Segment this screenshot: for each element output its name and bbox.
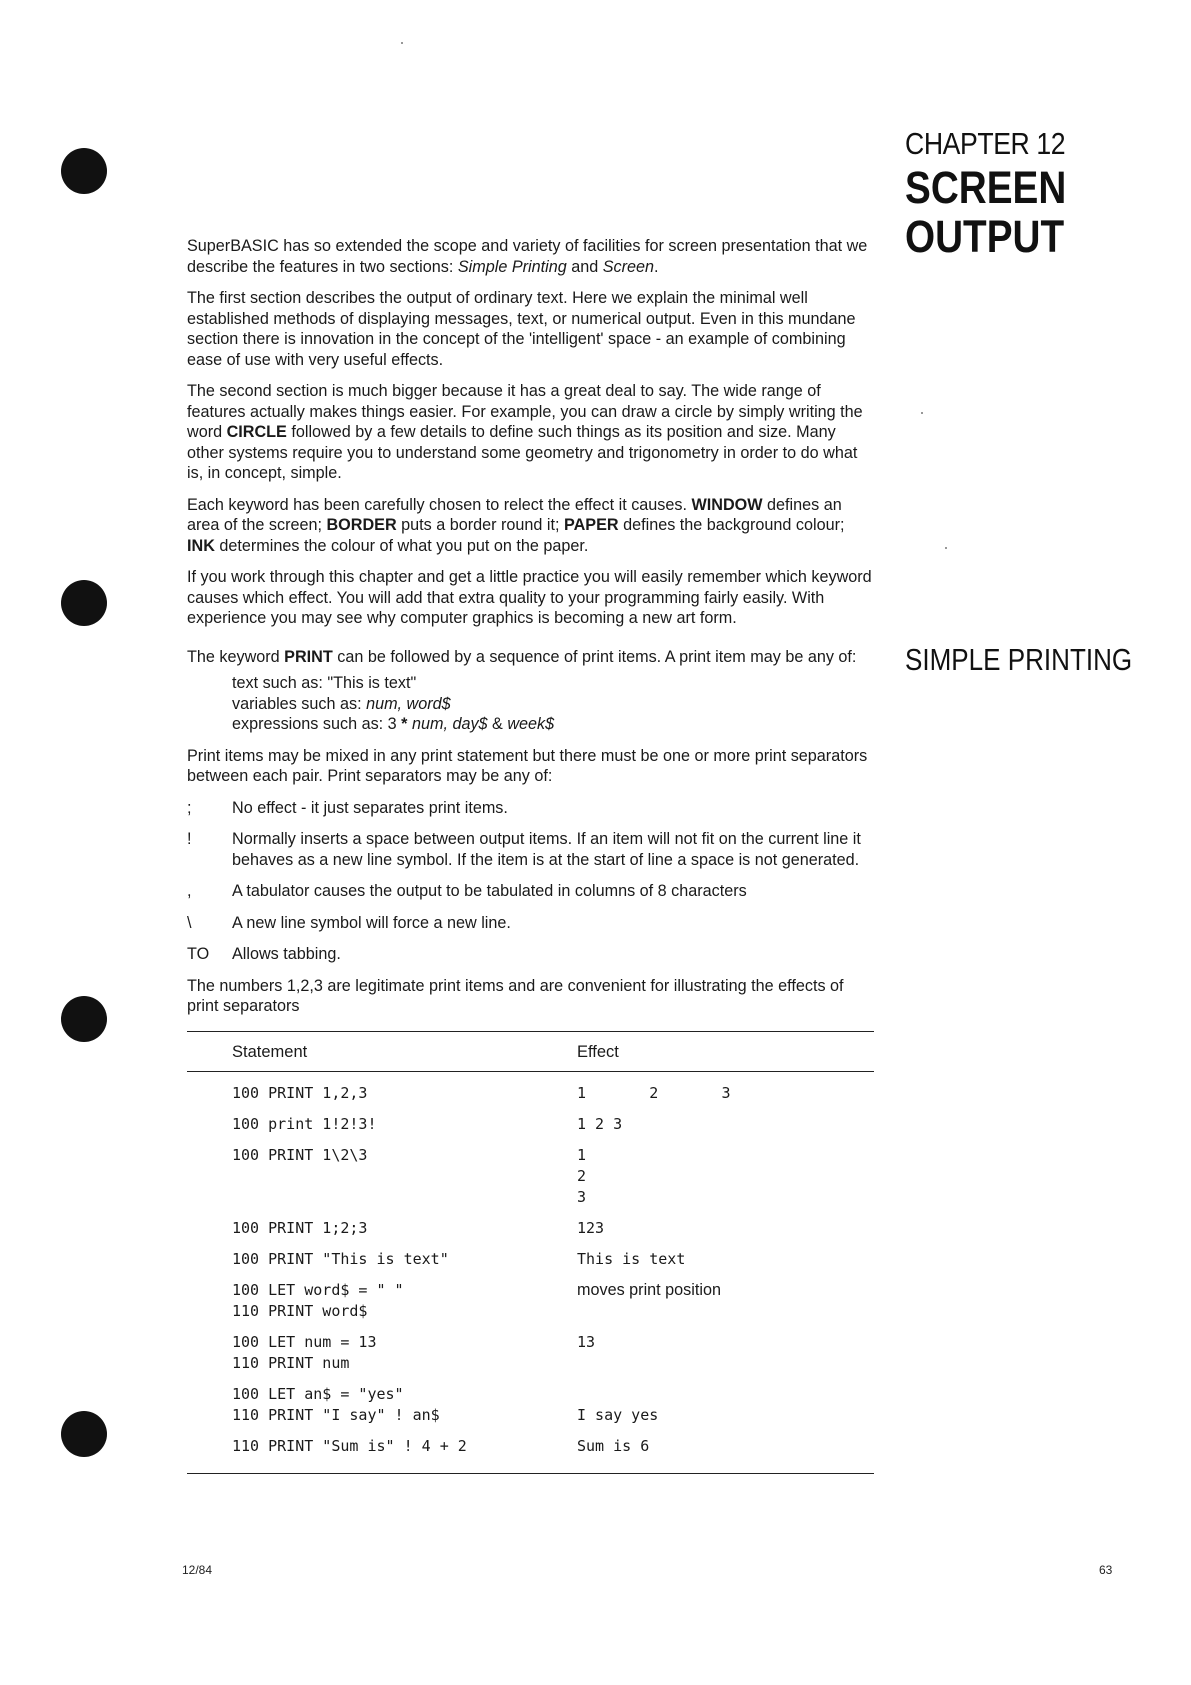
binder-hole	[61, 580, 107, 626]
separator-comma: , A tabulator causes the output to be tabulated in columns of 8 characters	[187, 882, 747, 900]
scan-speck	[921, 412, 923, 414]
separator-to: TO Allows tabbing.	[187, 945, 341, 963]
effect-cell: 123	[577, 1219, 605, 1237]
effect-cell: 1 2 3	[577, 1084, 731, 1102]
header-statement: Statement	[232, 1042, 308, 1061]
scan-speck	[401, 42, 403, 44]
footer-date: 12/84	[182, 1563, 213, 1577]
statement-cell: 100 PRINT 1;2;3	[232, 1219, 368, 1237]
intro-paragraph-2: The first section describes the output of ordinary text. Here we explain the minimal well established methods of displaying messages, text, or numerical output. Even in this mundane section there is innovation in the concept of the 'intelligent' space - an example of combining ease of use with very useful effects.	[187, 289, 856, 369]
effect-cell: This is text	[577, 1250, 686, 1268]
scan-speck	[945, 547, 947, 549]
print-examples-table	[187, 1031, 874, 1475]
intro-paragraph-1: SuperBASIC has so extended the scope and variety of facilities for screen presentation that we describe the features in two sections: Simple Printing and Screen.	[187, 237, 868, 276]
section-heading: SIMPLE PRINTING	[905, 642, 1133, 677]
chapter-heading	[905, 126, 1093, 260]
table-row	[187, 1249, 874, 1270]
header-effect: Effect	[577, 1042, 619, 1061]
printing-paragraph-1: The keyword PRINT can be followed by a sequence of print items. A print item may be any of:	[187, 647, 857, 666]
statement-cell: 100 PRINT 1,2,3	[232, 1084, 368, 1102]
statement-cell: 100 LET word$ = " " 110 PRINT word$	[232, 1281, 404, 1320]
effect-cell: moves print position	[577, 1281, 721, 1299]
table-row	[187, 1384, 874, 1426]
binder-hole	[61, 1411, 107, 1457]
statement-cell: 100 LET an$ = "yes" 110 PRINT "I say" ! an$	[232, 1385, 440, 1424]
chapter-title-line-1: SCREEN	[905, 162, 1067, 213]
statement-cell: 100 PRINT "This is text"	[232, 1250, 449, 1268]
table-row	[187, 1436, 874, 1457]
printing-paragraph-3: The numbers 1,2,3 are legitimate print items and are convenient for illustrating the effects of print separators	[187, 976, 844, 1015]
separator-exclamation: ! Normally inserts a space between output items. If an item will not fit on the current line it behaves as a new line symbol. If the item is at the start of line a space is not generated.	[187, 830, 861, 869]
effect-cell: 1 2 3	[577, 1115, 623, 1133]
effect-cell: 1 2 3	[577, 1146, 587, 1206]
table-row	[187, 1332, 874, 1374]
effect-cell: I say yes	[577, 1406, 659, 1424]
keyword-border: BORDER	[326, 516, 397, 534]
statement-cell: 100 PRINT 1\2\3	[232, 1146, 368, 1164]
binder-hole	[61, 148, 107, 194]
table-bottom-rule	[187, 1473, 874, 1474]
table-row	[187, 1083, 874, 1104]
binder-hole	[61, 996, 107, 1042]
effect-cell: Sum is 6	[577, 1437, 650, 1455]
table-body	[187, 1072, 874, 1473]
keyword-paper: PAPER	[564, 516, 619, 534]
effect-cell: 13	[577, 1333, 596, 1351]
print-item-variables: variables such as: num, word$	[232, 694, 451, 713]
keyword-circle: CIRCLE	[226, 423, 287, 441]
print-item-text: text such as: "This is text"	[232, 674, 417, 692]
page-number: 63	[1099, 1563, 1113, 1577]
intro-paragraph-3: The second section is much bigger because it has a great deal to say. The wide range of features actually makes things easier. For example, you can draw a circle by simply writing the word CIRCLE followed by a few details to define such things as its position and size. Many other systems require you to understand some geometry and trigonometry in order to do what is, in concept, simple.	[187, 382, 863, 482]
table-header	[187, 1032, 874, 1072]
intro-paragraph-4: Each keyword has been carefully chosen to relect the effect it causes. WINDOW defines an area of the screen; BORDER puts a border round it; PAPER defines the background colour; INK determines the colour of what you put on the paper.	[187, 495, 845, 555]
separator-backslash: \ A new line symbol will force a new line.	[187, 913, 511, 932]
keyword-print: PRINT	[284, 647, 333, 666]
main-text-column	[187, 236, 874, 1474]
keyword-window: WINDOW	[691, 495, 763, 514]
intro-paragraph-5: If you work through this chapter and get a little practice you will easily remember which keyword causes which effect. You will add that extra quality to your programming fairly easily. With experience you may see why computer graphics is becoming a new art form.	[187, 568, 872, 627]
print-item-expressions: expressions such as: 3 * num, day$ & week$	[232, 715, 555, 733]
printing-paragraph-2: Print items may be mixed in any print statement but there must be one or more print separators between each pair. Print separators may be any of:	[187, 746, 868, 785]
statement-cell: 100 LET num = 13 110 PRINT num	[232, 1333, 377, 1372]
chapter-number: CHAPTER 12	[905, 126, 1066, 161]
table-row	[187, 1145, 874, 1208]
chapter-title-line-2: OUTPUT	[905, 211, 1065, 262]
statement-cell: 100 print 1!2!3!	[232, 1115, 377, 1133]
table-row	[187, 1114, 874, 1135]
table-row	[187, 1218, 874, 1239]
print-item-list	[232, 673, 874, 735]
separator-semicolon: ; No effect - it just separates print items.	[187, 798, 508, 817]
statement-cell: 110 PRINT "Sum is" ! 4 + 2	[232, 1437, 467, 1455]
keyword-ink: INK	[187, 536, 215, 555]
table-row	[187, 1280, 874, 1322]
